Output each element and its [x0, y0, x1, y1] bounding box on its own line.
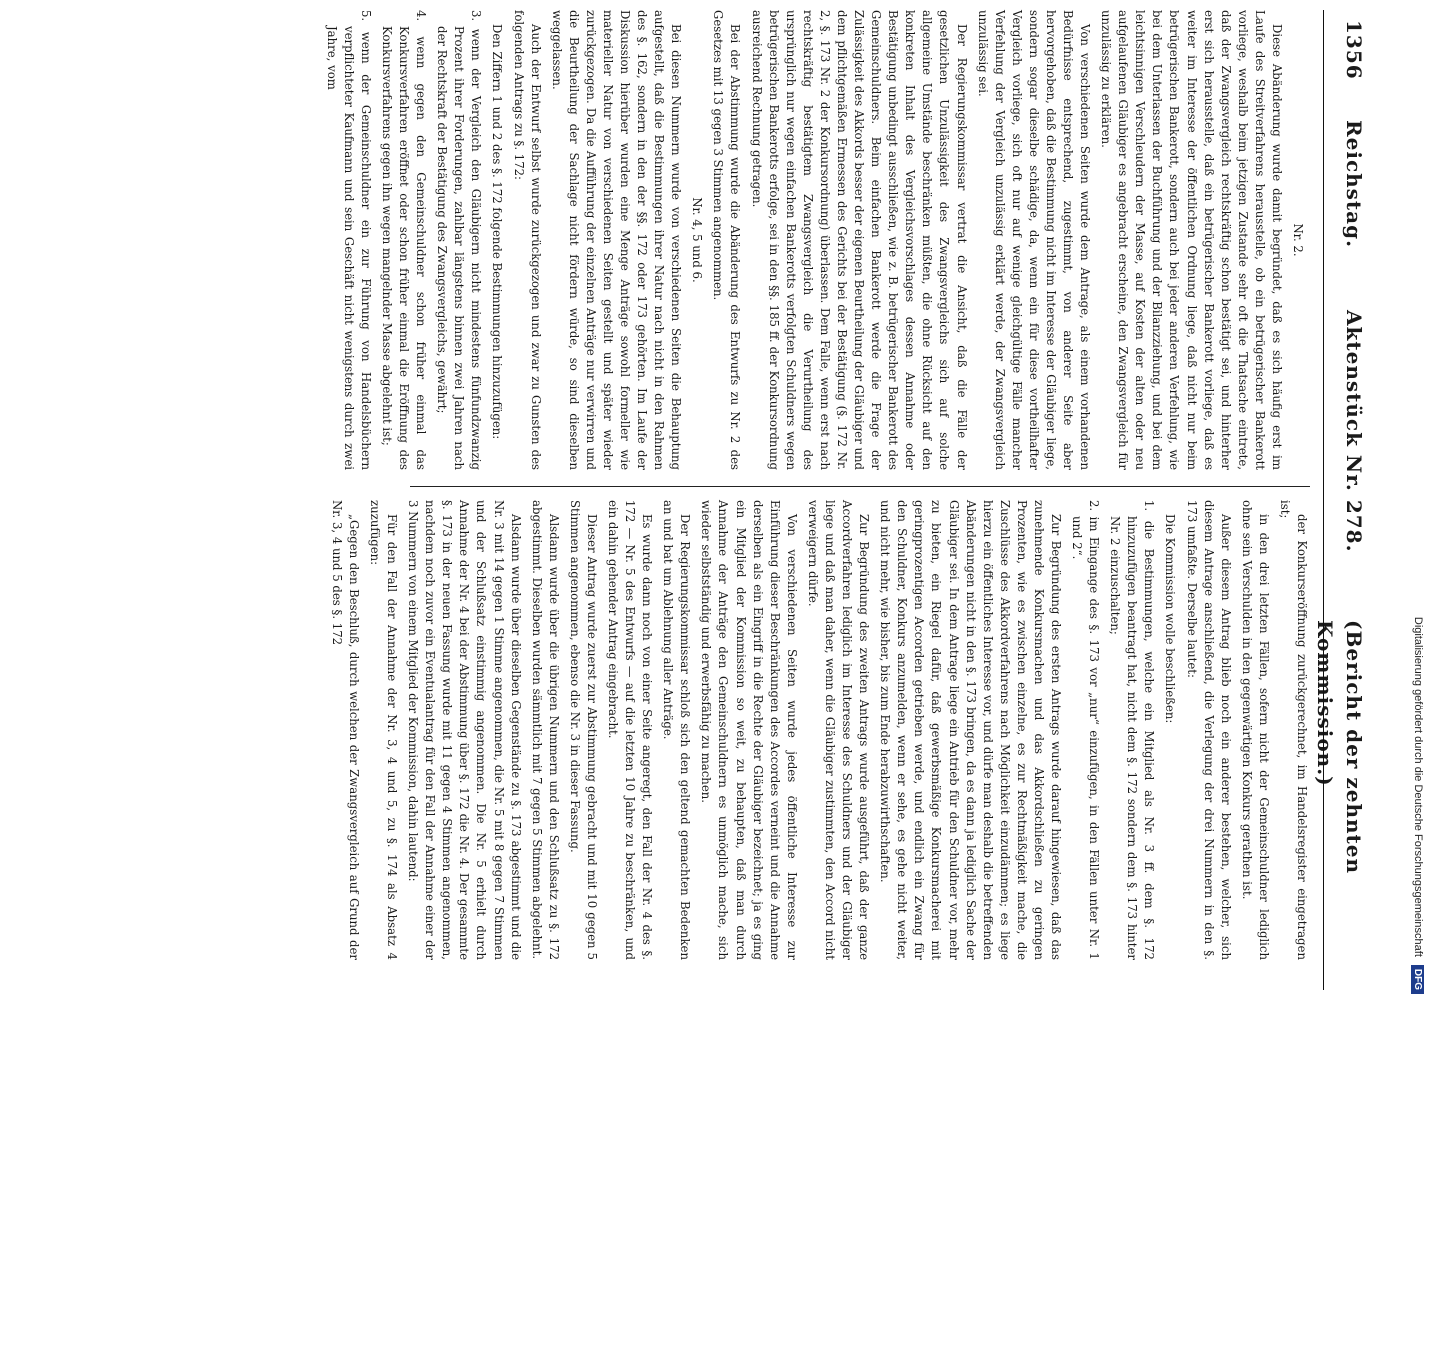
paragraph: Den Ziffern 1 und 2 des §. 172 folgende Bestimmungen hinzuzufügen:: [490, 24, 505, 440]
paragraph: Dieser Antrag wurde zuerst zur Abstimmung gebracht und mit 10 gegen 5 Stimmen angenommen, ebenso die Nr. 3 in dieser Fassung.: [567, 500, 599, 960]
paragraph: Außer diesem Antrag blieb noch ein anderer bestehen, welcher, sich diesem Antrage anschließend, die Verlegung der drei Nummern in den §. 173 umfaßte. Derselbe lautet:: [1184, 500, 1233, 960]
paragraph: Der Regierungskommissar schloß sich den geltend gemachten Bedenken an und bat um Ablehnung aller Anträge.: [661, 500, 693, 960]
header-rule: [1323, 10, 1324, 990]
header-aktenstueck: Aktenstück Nr. 278.: [1342, 310, 1366, 553]
paragraph: Zur Begründung des zweiten Antrags wurde ausgeführt, daß der ganze Accordverfahren lediglich im Interesse des Schuldners und der Gläubiger liege und daß man daher, wenn die Gläubiger zustimmten, den Accord nicht verweigern dürfe.: [805, 500, 872, 960]
paragraph: Diese Abänderung wurde damit begründet, daß es sich häufig erst im Laufe des Streitverfahrens herausstelle, ob ein betrügerischer Bankerott vorliege, weshalb beim jetzigen Zustande sehr oft die Thatsache eintrete, daß der Zwangsvergleich rechtskräftig schon bestätigt sei, und hinterher erst sich herausstelle, daß ein betrügerischer Bankerott vorliege, daß es weiter im Interesse der öffentlichen Ordnung liege, daß nicht nur beim betrügerischen Bankerott, sondern auch bei jeder anderen Verfehlung, wie bei dem Unterlassen der Buchführung und der Bilanzziehung, und bei dem leichtsinnigen Verschleudern der Masse, auf Kosten der alten oder neu aufgelaufenen Gläubiger es angebracht erscheine, den Zwangsvergleich für unzulässig zu erklären.: [1099, 10, 1284, 470]
paragraph: „Gegen den Beschluß, durch welchen der Zwangsvergleich auf Grund der Nr. 3, 4 und 5 des §. 172: [329, 500, 361, 960]
list-item: 2. im Eingange des §. 173 vor „nur“ einzufügen, in den Fällen unter Nr. 1 und 2“.: [1070, 500, 1102, 960]
list-item: 5. wenn der Gemeinschuldner ein zur Führung von Handelsbüchern verpflichteter Kaufmann und sein Geschäft nicht wenigstens durch zwei Jahre, vom: [324, 10, 373, 470]
paragraph: Die Kommission wolle beschließen:: [1163, 514, 1178, 724]
rotated-page: [50, 10, 1390, 990]
paragraph: Der Regierungskommissar vertrat die Ansicht, daß die Fälle der gesetzlichen Unzulässigkeit des Zwangsvergleichs sich auf solche allgemeine Umstände beschränken müßten, die ohne Rücksicht auf den konkreten Inhalt des Vergleichsvorschlages dessen Annahme oder Bestätigung unbedingt ausschließen, wie z. B. betrügerischer Bankerott des Gemeinschuldners. Beim einfachen Bankerott werde die Frage der Zulässigkeit des Akkords besser der eigenen Beurtheilung der Gläubiger und dem pflichtgemäßen Ermessen des Gerichts bei der Bestätigung (§. 172 Nr. 2, §. 173 Nr. 2 der Konkursordnung) überlassen. Dem Falle, wenn erst nach rechtskräftig bestätigtem Zwangsvergleich die Verurtheilung des ursprünglich nur wegen einfachen Bankerotts verfolgten Schuldners wegen betrügerischen Bankerotts erfolge, sei in den §§. 185 ff. der Konkursordnung ausreichend Rechnung getragen.: [749, 10, 969, 470]
paragraph: Zur Begründung des ersten Antrags wurde darauf hingewiesen, daß das zunehmende Konkursmachen und das Akkordschließen zu geringen Prozenten, wie es zwischen einzelne, es zur Rechtmäßigkeit mache, die Zuschlüsse des Akkordverfahrens nach Möglichkeit einzudämmen; es liege hierzu ein öffentliches Interesse vor, und dürfe man deshalb die betreffenden Abänderungen nicht in den §. 173 bringen, da es dann ja lediglich Sache der Gläubiger sei. In dem Antrage liege ein Antrieb für den Schuldner vor, mehr zu bieten, ein Riegel dafür, daß gewerbsmäßige Konkursmacherei mit geringprozentigen Accorden getrieben werde, und endlich ein Zwang für den Schuldner, Konkurs anzumelden, wenn er sehe, es gehe nicht weiter, und nicht mehr, wie bisher, bis zum Ende herabzuwirthschaften.: [878, 500, 1063, 960]
header-reichstag: Reichstag.: [1342, 120, 1366, 249]
paragraph: in den drei letzten Fällen, sofern nicht der Gemeinschuldner lediglich ohne sein Verschulden in den gegenwärtigen Konkurs gerathen ist.: [1239, 500, 1271, 960]
list-item: 4. wenn gegen den Gemeinschuldner schon früher einmal das Konkursverfahren eröffnet oder schon früher einmal die Eröffnung des Konkursverfahrens gegen ihn wegen mangelnder Masse abgelehnt ist;: [380, 10, 429, 470]
header-bericht: (Bericht der zehnten Kommission.): [1312, 620, 1366, 875]
text-column-right: [324, 500, 1310, 960]
page-header: [1312, 10, 1382, 990]
column-divider: [410, 486, 1310, 487]
paragraph: Es wurde dann noch von einer Seite angeregt, den Fall der Nr. 4 des §. 172 — Nr. 5 des Entwurfs — auf die letzten 10 Jahre zu beschränken, und ein dahin gehender Antrag eingebracht.: [606, 500, 655, 960]
list-item: 3. wenn der Vergleich den Gläubigern nicht mindestens fünfundzwanzig Prozent ihrer Forderungen, zahlbar längstens binnen zwei Jahren nach der Rechtskraft der Bestätigung des Zwangsvergleichs, gewährt;: [435, 10, 484, 470]
paragraph: Alsdann wurde über dieselben Gegenstände zu §. 173 abgestimmt und die Nr. 3 mit 14 gegen 1 Stimme angenommen, die Nr. 5 mit 8 gegen 7 Stimmen und der Schlußsatz einstimmig angenommen. Die Nr. 5 erhielt durch Annahme der Nr. 4 bei der Abstimmung über §. 172 die Nr. 4. Der gesammte §. 173 in der neuen Fassung wurde mit 11 gegen 4 Stimmen angenommen, nachdem noch zuvor ein Eventualantrag für den Fall der Annahme einer der 3 Nummern von einem Mitglied der Kommission, dahin lautend:: [406, 500, 523, 960]
page-number: 1356: [1342, 20, 1366, 80]
paragraph: Alsdann wurde über die übrigen Nummern und den Schlußsatz zu §. 172 abgestimmt. Dieselben wurden sämmtlich mit 7 gegen 5 Stimmen abgelehnt.: [529, 500, 561, 960]
paragraph: Von verschiedenen Seiten wurde jedes öffentliche Interesse zur Einführung dieser Beschränkungen des Accordes verneint und die Annahme derselben als ein Eingriff in die Rechte der Gläubiger bezeichnet; ja es ging ein Mitglied der Kommission so weit, zu behaupten, daß man durch Annahme der Anträge den Gemeinschuldnern es unmöglich mache, sich wieder selbstständig und erwerbsfähig zu machen.: [699, 500, 799, 960]
digitization-credit: [1404, 0, 1432, 1000]
list-item: 1. die Bestimmungen, welche ein Mitglied als Nr. 3 ff. dem §. 172 hinzuzufügen beantragt hat, nicht dem §. 172 sondern dem §. 173 hinter Nr. 2 einzuschalten;: [1108, 500, 1157, 960]
paragraph: Auch der Entwurf selbst wurde zurückgezogen und zwar zu Gunsten des folgenden Antrags zu §. 172:: [511, 10, 543, 470]
section-heading: Nr. 2.: [1291, 223, 1305, 257]
paragraph: Bei der Abstimmung wurde die Abänderung des Entwurfs zu Nr. 2 des Gesetzes mit 13 gegen 3 Stimmen angenommen.: [711, 10, 743, 470]
paragraph: der Konkurseröffnung zurückgerechnet, im Handelsregister eingetragen ist;: [1277, 500, 1309, 960]
credit-text: Digitalisierung gefördert durch die Deutsche Forschungsgemeinschaft: [1412, 616, 1424, 957]
paragraph: Bei diesen Nummern wurde von verschiedenen Seiten die Behauptung aufgestellt, daß die Bestimmungen ihrer Natur nach nicht in den Rahmen des §. 162, sondern in den der §§. 172 oder 173 gehörten. Im Laufe der Diskussion hierüber wurden eine Menge Anträge sowohl formeller wie materieller Natur von verschiedenen Seiten gestellt und später wieder zurückgezogen. Da die Aufführung der einzelnen Anträge nur verwirren und die Beurtheilung der Sachlage nicht fördern würde, so sind dieselben weggelassen.: [549, 10, 684, 470]
section-heading: Nr. 4, 5 und 6.: [690, 197, 705, 283]
paragraph: Von verschiedenen Seiten wurde dem Antrage, als einem vorhandenen Bedürfnisse entsprechend, zugestimmt, von anderer Seite aber hervorgehoben, daß die Bestimmung nicht im Interesse der Gläubiger liege, sondern sogar dieselbe schädige, da, wenn ein für diese vortheilhafter Vergleich vorliege, sich oft nur auf wenige gleichgültige Fälle mancher Verfehlung der Vergleich unzulässig erklärt werde, der Zwangsvergleich unzulässig sei.: [975, 10, 1093, 470]
dfg-logo: DFG: [1412, 965, 1425, 994]
text-column-left: [319, 10, 1310, 470]
paragraph: Für den Fall der Annahme der Nr. 3, 4 und 5, zu §. 174 als Absatz 4 zuzufügen:: [368, 500, 400, 960]
